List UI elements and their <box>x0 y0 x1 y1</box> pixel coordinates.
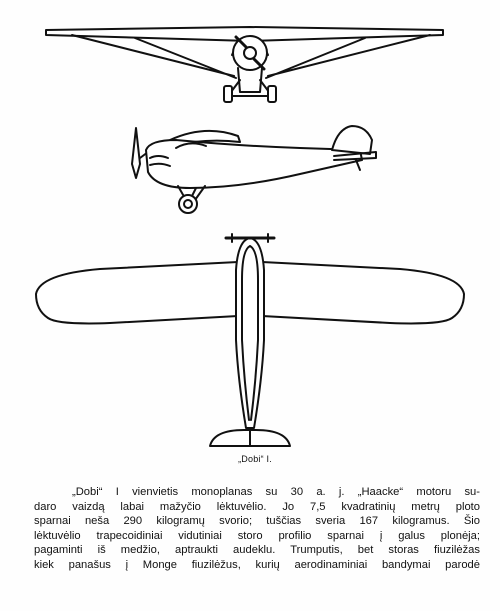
figure-caption: „Dobi“ I. <box>238 454 272 464</box>
top-view-wing-left <box>36 262 238 323</box>
paragraph-line: pagaminti iš medžio, aptraukti audeklu. Trumputis, bet storas fiuzilėžas <box>34 544 480 557</box>
top-view-fuselage <box>236 238 264 428</box>
paragraph-line: sparnai neša 290 kilogramų svorio; tuščias sveria 167 kilogramus. Šio <box>34 515 480 528</box>
side-view <box>132 126 376 213</box>
paragraph-line: kiek panašus į Monge fiuzilėžus, kurių aerodinaminiai bandymai parodė <box>34 558 480 571</box>
front-view-wheel-left <box>224 86 232 102</box>
front-view-strut-left <box>72 35 236 78</box>
side-view-wheel <box>179 195 197 213</box>
side-view-tail-fin <box>332 126 372 154</box>
front-view-wheel-right <box>268 86 276 102</box>
top-view <box>36 234 464 446</box>
front-view-landing-gear <box>228 80 272 96</box>
top-view-wing-right <box>262 262 464 323</box>
front-view <box>46 27 443 102</box>
side-view-propeller <box>132 128 140 178</box>
body-paragraph <box>34 485 480 573</box>
paragraph-line: „Dobi“ I vienvietis monoplanas su 30 a. j. „Haacke“ motoru su- <box>72 486 480 498</box>
paragraph-line: daro vaizdą labai mažyčio lėktuvėlio. Jo 7,5 kvadratinių metrų ploto <box>34 500 480 513</box>
paragraph-line: lėktuvėlio trapecoidiniai vidutiniai storo profilio sparnai į galus plonėja; <box>34 529 480 542</box>
front-view-strut-right <box>266 35 430 78</box>
